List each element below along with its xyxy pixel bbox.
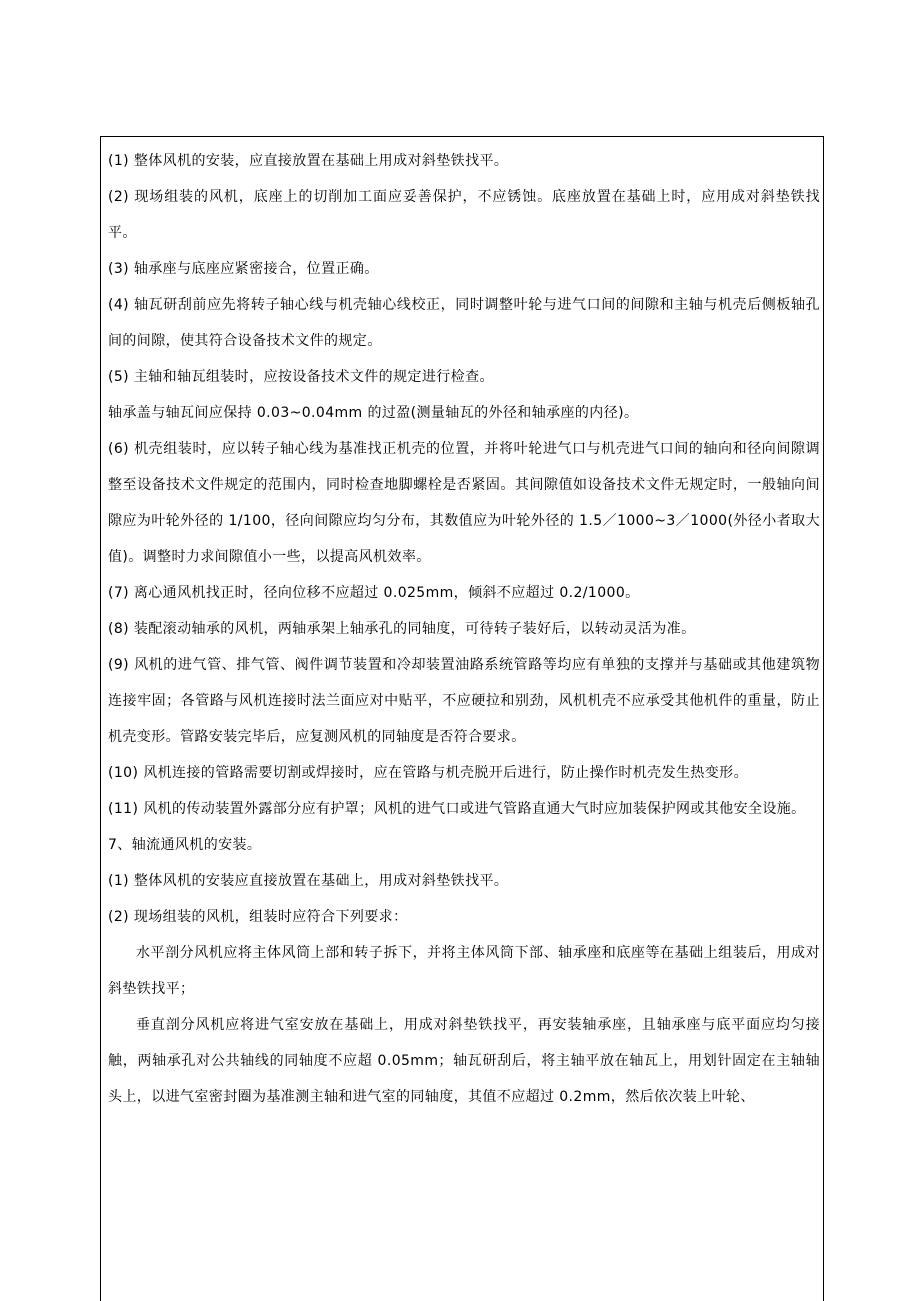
paragraph-4: (4) 轴瓦研刮前应先将转子轴心线与机壳轴心线校正，同时调整叶轮与进气口间的间隙和主轴与机壳后侧板轴孔间的间隙，使其符合设备技术文件的规定。 (108, 297, 820, 349)
paragraph-12: (11) 风机的传动装置外露部分应有护罩；风机的进气口或进气管路直通大气时应加装保护网或其他安全设施。 (108, 801, 806, 817)
document-body (108, 143, 820, 1115)
paragraph-17: 垂直剖分风机应将进气室安放在基础上，用成对斜垫铁找平，再安装轴承座，且轴承座与底平面应均匀接触，两轴承孔对公共轴线的同轴度不应超 0.05mm；轴瓦研刮后，将主轴平放在轴瓦上，用划针固定在主轴轴头上，以进气室密封圈为基准测主轴和进气室的同轴度，其值不应超过 0.2mm，然后依次装上叶轮、 (108, 1017, 820, 1105)
paragraph-1: (1) 整体风机的安装，应直接放置在基础上用成对斜垫铁找平。 (108, 153, 509, 169)
paragraph-7: (6) 机壳组装时，应以转子轴心线为基准找正机壳的位置，并将叶轮进气口与机壳进气口间的轴向和径向间隙调整至设备技术文件规定的范围内，同时检查地脚螺栓是否紧固。其间隙值如设备技术文件无规定时，一般轴向间隙应为叶轮外径的 1/100，径向间隙应均匀分布，其数值应为叶轮外径的 1.5／1000~3／1000(外径小者取大值)。调整时力求间隙值小一些，以提高风机效率。 (108, 441, 820, 565)
paragraph-9: (8) 装配滚动轴承的风机，两轴承架上轴承孔的同轴度，可待转子装好后，以转动灵活为准。 (108, 621, 696, 637)
section-heading-7: 7、轴流通风机的安装。 (108, 837, 262, 853)
paragraph-14: (1) 整体风机的安装应直接放置在基础上，用成对斜垫铁找平。 (108, 873, 509, 889)
paragraph-3: (3) 轴承座与底座应紧密接合，位置正确。 (108, 261, 379, 277)
paragraph-6: 轴承盖与轴瓦间应保持 0.03~0.04mm 的过盈(测量轴瓦的外径和轴承座的内径)。 (108, 405, 639, 421)
paragraph-15: (2) 现场组装的风机，组装时应符合下列要求： (108, 909, 408, 925)
paragraph-10: (9) 风机的进气管、排气管、阀件调节装置和冷却装置油路系统管路等均应有单独的支撑并与基础或其他建筑物连接牢固；各管路与风机连接时法兰面应对中贴平，不应硬拉和别劲，风机机壳不应承受其他机件的重量，防止机壳变形。管路安装完毕后，应复测风机的同轴度是否符合要求。 (108, 657, 820, 745)
paragraph-16: 水平剖分风机应将主体风筒上部和转子拆下，并将主体风筒下部、轴承座和底座等在基础上组装后，用成对斜垫铁找平； (108, 945, 820, 997)
paragraph-8: (7) 离心通风机找正时，径向位移不应超过 0.025mm，倾斜不应超过 0.2/1000。 (108, 585, 640, 601)
paragraph-5: (5) 主轴和轴瓦组装时，应按设备技术文件的规定进行检查。 (108, 369, 494, 385)
paragraph-11: (10) 风机连接的管路需要切割或焊接时，应在管路与机壳脱开后进行，防止操作时机壳发生热变形。 (108, 765, 748, 781)
paragraph-2: (2) 现场组装的风机，底座上的切削加工面应妥善保护，不应锈蚀。底座放置在基础上时，应用成对斜垫铁找平。 (108, 189, 820, 241)
